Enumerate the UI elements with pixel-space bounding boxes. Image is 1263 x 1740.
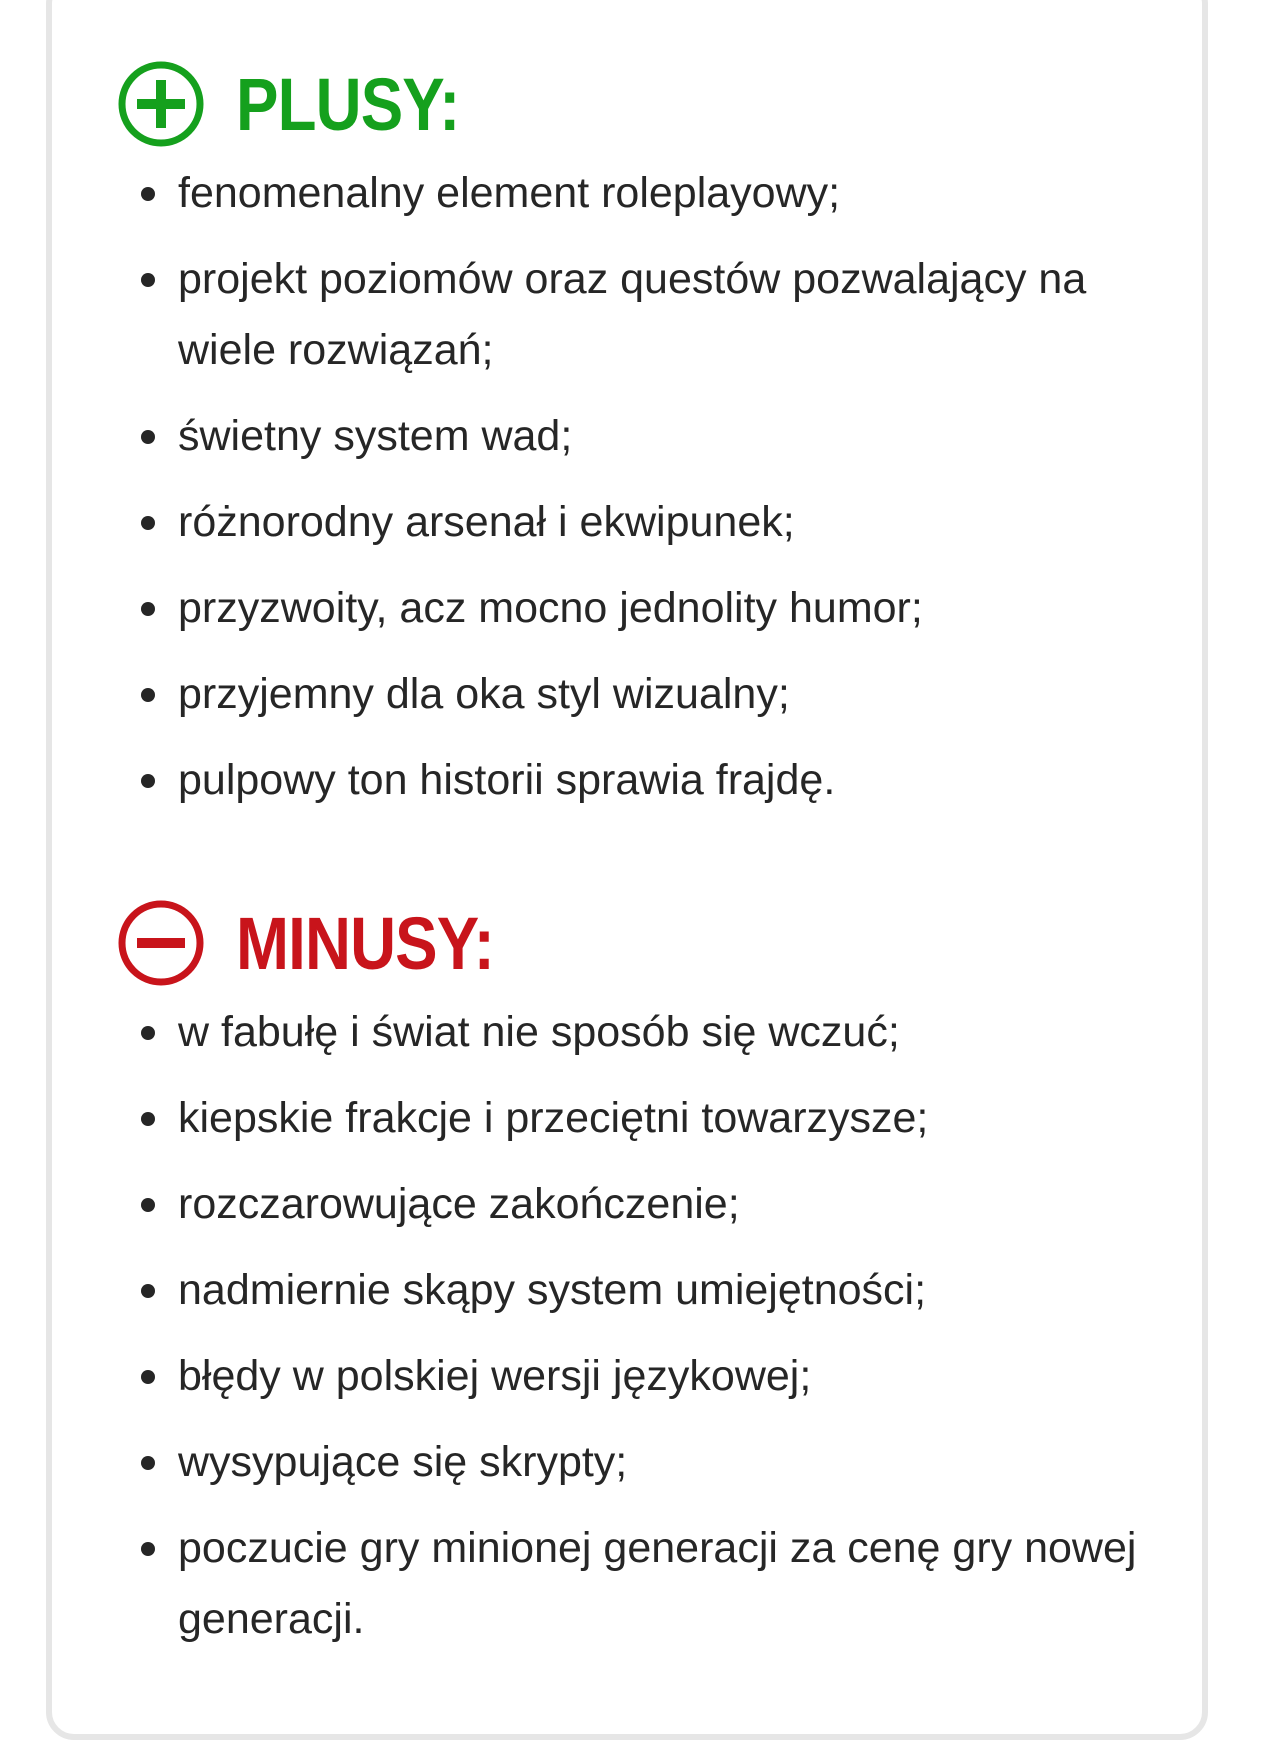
list-item (52, 1341, 1172, 1412)
list-item (52, 244, 1172, 386)
list-item-text: różnorodny arsenał i ekwipunek; (178, 498, 795, 546)
list-item-text: fenomenalny element roleplayowy; (178, 169, 841, 217)
bullet (141, 1112, 155, 1126)
list-item (52, 1427, 1172, 1498)
plusy-list (52, 158, 1172, 831)
bullet (141, 516, 155, 530)
bullet (141, 1542, 155, 1556)
plusy-title: PLUSY: (236, 62, 460, 146)
bullet (141, 602, 155, 616)
bullet (141, 688, 155, 702)
list-item (52, 1169, 1172, 1240)
list-item (52, 1083, 1172, 1154)
list-item-text: kiepskie frakcje i przeciętni towarzysze; (178, 1094, 929, 1142)
minus-circle-icon (116, 898, 206, 988)
list-item-text: świetny system wad; (178, 412, 573, 460)
list-item-text: rozczarowujące zakończenie; (178, 1180, 740, 1228)
list-item (52, 573, 1172, 644)
plusy-header (116, 59, 496, 149)
list-item (52, 1255, 1172, 1326)
minusy-title: MINUSY: (236, 901, 494, 985)
list-item (52, 997, 1172, 1068)
list-item (52, 487, 1172, 558)
bullet (141, 1198, 155, 1212)
list-item (52, 1513, 1172, 1655)
bullet (141, 1284, 155, 1298)
list-item-text: w fabułę i świat nie sposób się wczuć; (178, 1008, 900, 1056)
minusy-header (116, 898, 536, 988)
plus-circle-icon (116, 59, 206, 149)
minusy-list (52, 997, 1172, 1670)
list-item-text: błędy w polskiej wersji językowej; (178, 1352, 812, 1400)
list-item-text: poczucie gry minionej generacji za cenę gry nowej generacji. (178, 1524, 1137, 1643)
bullet (141, 1370, 155, 1384)
list-item (52, 158, 1172, 229)
list-item-text: przyzwoity, acz mocno jednolity humor; (178, 584, 923, 632)
list-item-text: przyjemny dla oka styl wizualny; (178, 670, 790, 718)
bullet (141, 430, 155, 444)
bullet (141, 1456, 155, 1470)
bullet (141, 774, 155, 788)
bullet (141, 273, 155, 287)
pros-cons-card (46, 0, 1208, 1740)
bullet (141, 1026, 155, 1040)
list-item-text: nadmiernie skąpy system umiejętności; (178, 1266, 927, 1314)
list-item (52, 401, 1172, 472)
list-item (52, 659, 1172, 730)
list-item (52, 745, 1172, 816)
bullet (141, 187, 155, 201)
list-item-text: projekt poziomów oraz questów pozwalający na wiele rozwiązań; (178, 255, 1087, 374)
list-item-text: pulpowy ton historii sprawia frajdę. (178, 756, 836, 804)
list-item-text: wysypujące się skrypty; (178, 1438, 628, 1486)
